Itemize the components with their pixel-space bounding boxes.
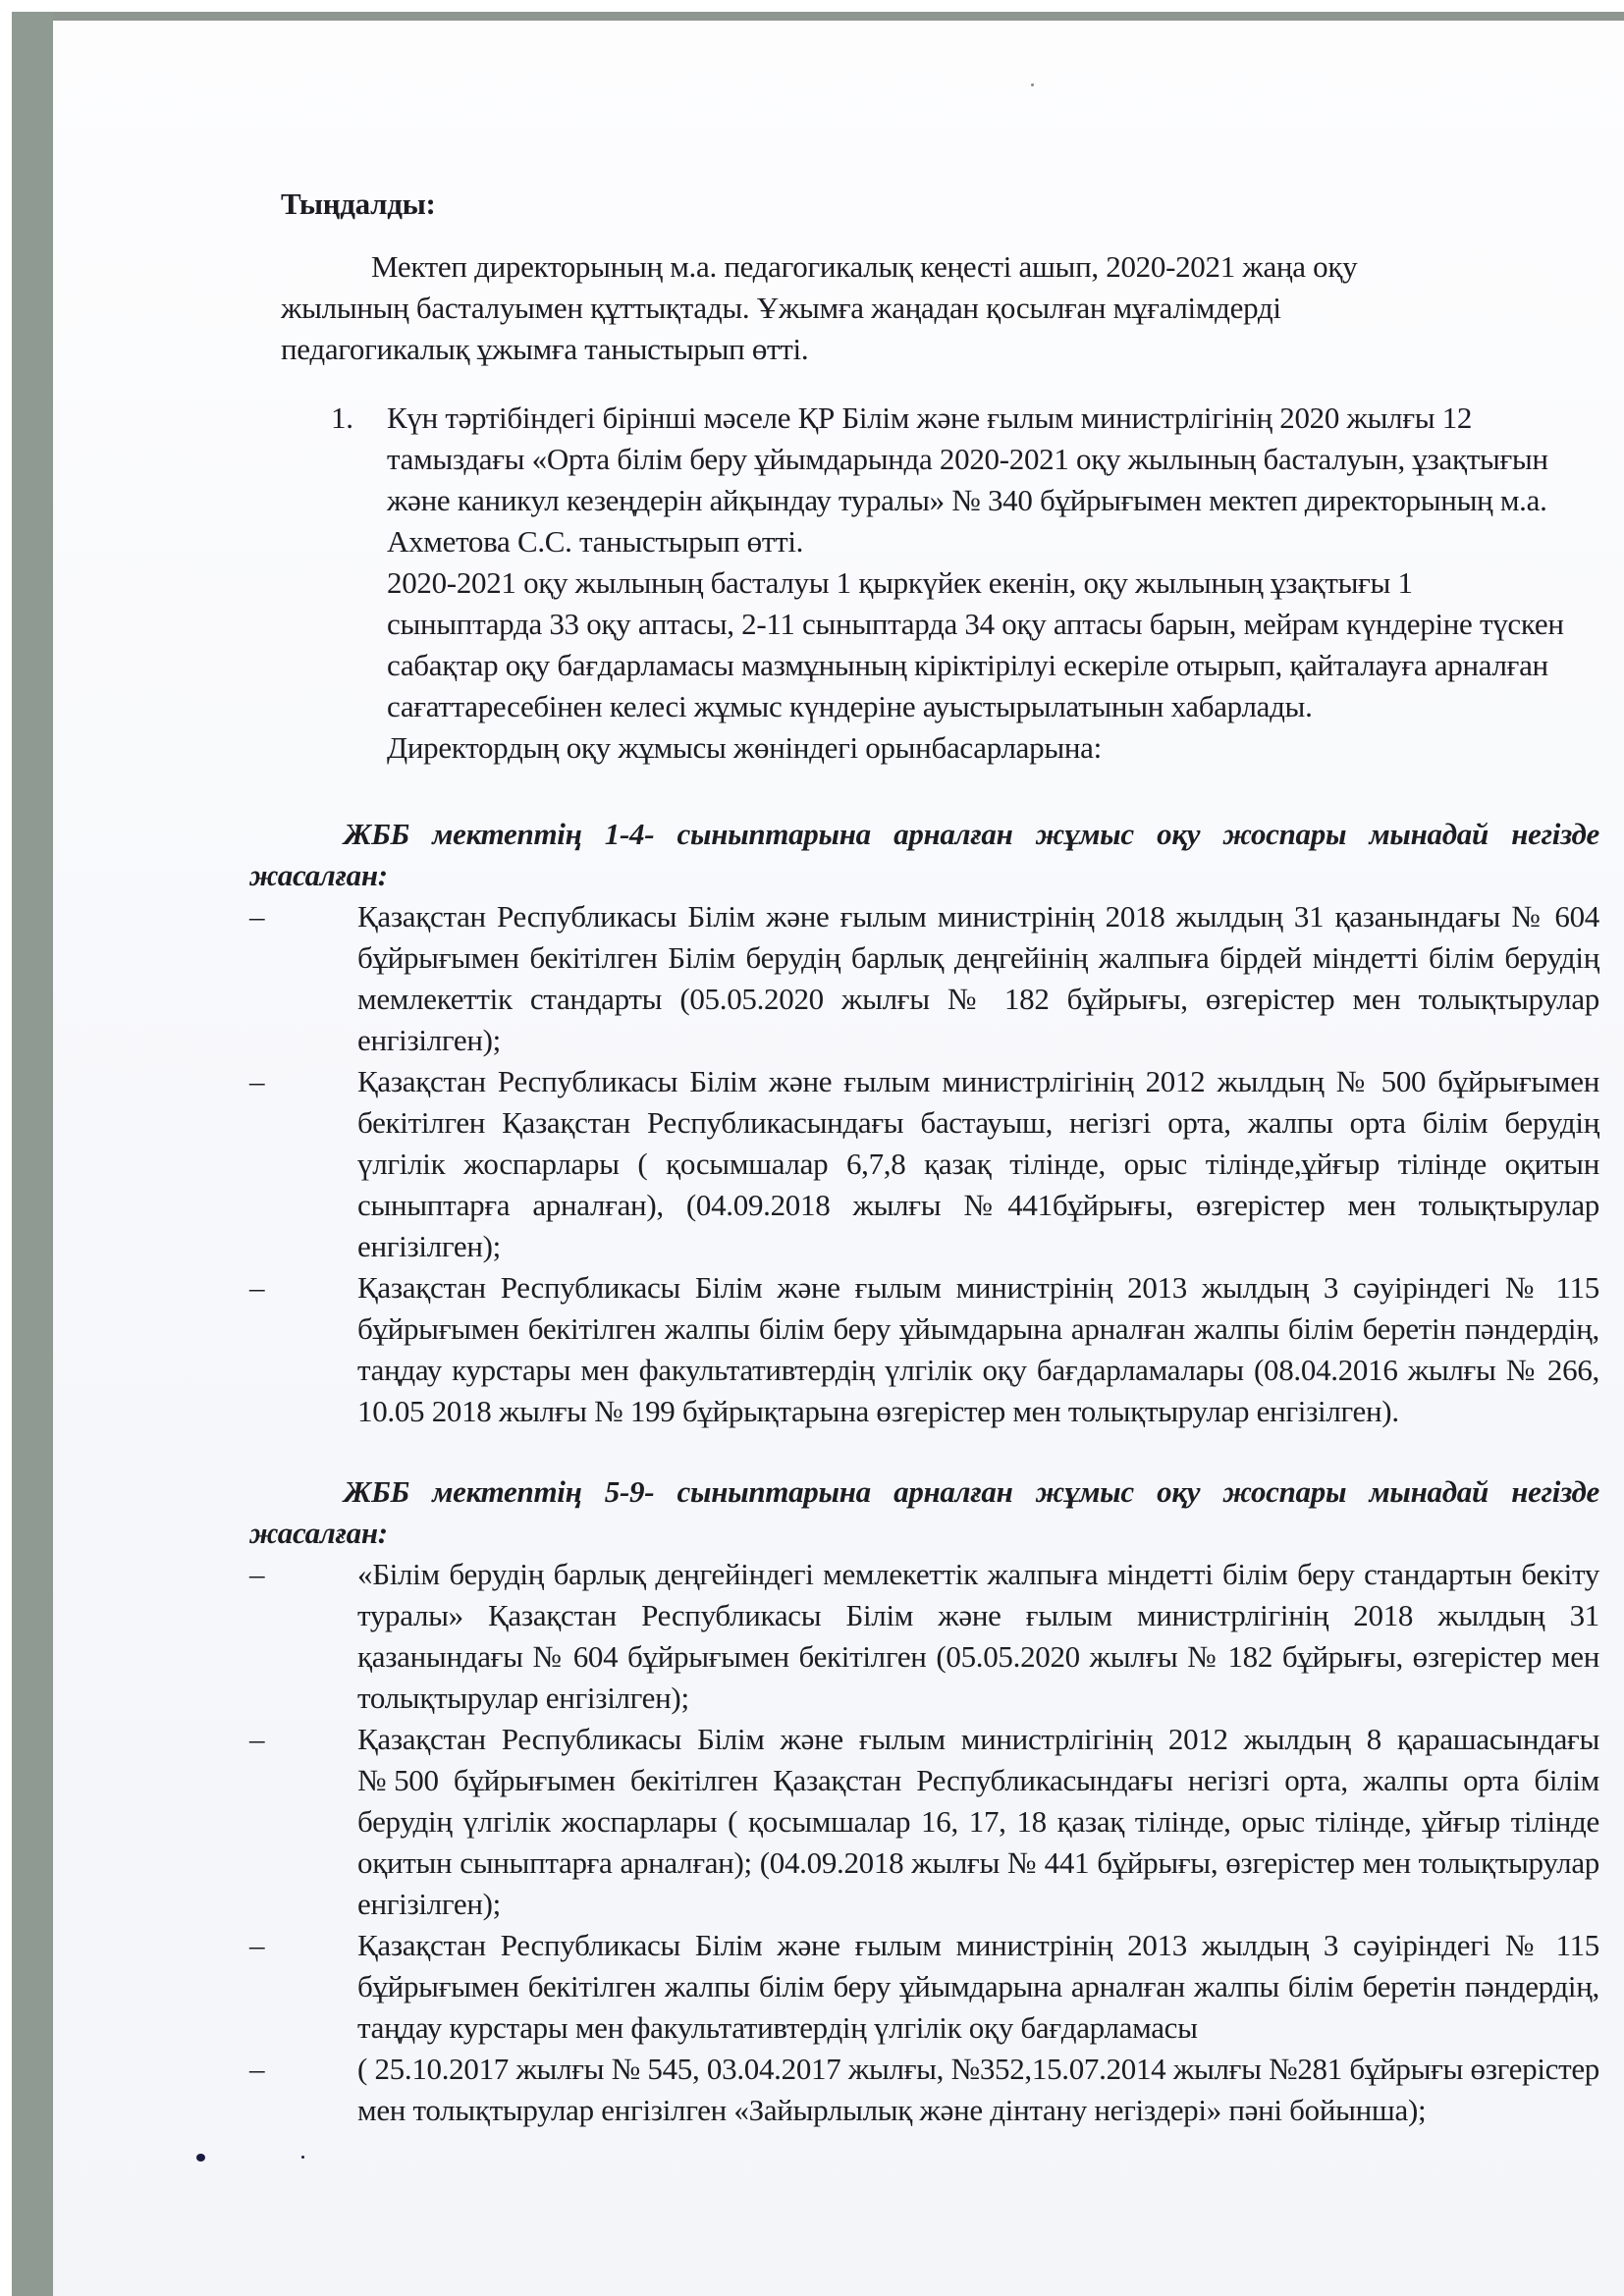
scanner-border-top [12, 12, 1624, 21]
list-item [249, 2049, 1599, 2131]
agenda-item-number: 1. [331, 400, 353, 435]
ink-speck [1031, 83, 1034, 86]
agenda-paragraph: 2020-2021 оқу жылының басталуы 1 қыркүйек екенін, оқу жылының ұзақтығы 1 сыныптарда 33 оқу аптасы, 2-11 сыныптарда 34 оқу аптасы барын, мейрам күндеріне түскен сабақтар оқу бағдарламасы мазмұнының кіріктірілуі ескеріле отырып, қайталауға арналған сағаттаресебінен келесі жұмыс күндеріне ауыстырылатынын хабарлады. [387, 565, 1564, 723]
list-item-text: Қазақстан Республикасы Білім және ғылым министрінің 2013 жылдың 3 сәуіріндегі № 115 бұйрығымен бекітілген жалпы білім беру ұйымдарына арналған жалпы білім беретін пәндердің, таңдау курстары мен факультативтердің үлгілік оқу бағдарламалары (08.04.2016 жылғы № 266, 10.05 2018 жылғы № 199 бұйрықтарына өзгерістер мен толықтырулар енгізілген). [357, 1270, 1599, 1428]
list-item-text: Қазақстан Республикасы Білім және ғылым министрінің 2018 жылдың 31 қазанындағы № 604 бұйрығымен бекітілген Білім берудің барлық деңгейінің жалпыға бірдей міндетті білім берудің мемлекеттік стандарты (05.05.2020 жылғы № 182 бұйрығы, өзгерістер мен толықтырулар енгізілген); [357, 899, 1599, 1057]
dash-bullet-icon: – [249, 1064, 265, 1098]
ink-speck [301, 2156, 304, 2159]
section-title: ЖББ мектептің 1-4- сыныптарына арналған жұмыс оқу жоспары мынадай негізде жасалған: [249, 817, 1599, 892]
scanner-border-left [12, 12, 53, 2296]
section-heading: Тыңдалды: [281, 187, 436, 221]
dash-bullet-icon: – [249, 1928, 265, 1962]
agenda-paragraph: Күн тәртібіндегі бірінші мәселе ҚР Білім және ғылым министрлігінің 2020 жылғы 12 тамыздағы «Орта білім беру ұйымдарында 2020-2021 оқу жылының басталуын, ұзақтығын және каникул кезеңдерін айқындау туралы» № 340 бұйрығымен мектеп директорының м.а. Ахметова С.С. таныстырып өтті. [387, 400, 1548, 559]
dash-bullet-icon: – [249, 899, 265, 934]
list-item [249, 1267, 1599, 1432]
dash-bullet-icon: – [249, 1722, 265, 1756]
list-item-text: Қазақстан Республикасы Білім және ғылым министрінің 2013 жылдың 3 сәуіріндегі № 115 бұйрығымен бекітілген жалпы білім беру ұйымдарына арналған жалпы білім беретін пәндердің, таңдау курстары мен факультативтердің үлгілік оқу бағдарламасы [357, 1928, 1599, 2045]
agenda-item-body [387, 398, 1575, 769]
list-item-text: ( 25.10.2017 жылғы № 545, 03.04.2017 жылғы, №352,15.07.2014 жылғы №281 бұйрығы өзгерістер мен толықтырулар енгізілген «Зайырлылық және дінтану негіздері» пәні бойынша); [357, 2052, 1599, 2127]
list-item [249, 1925, 1599, 2049]
basis-list [249, 1554, 1599, 2131]
agenda-paragraph: Директордың оқу жұмысы жөніндегі орынбасарларына: [387, 730, 1102, 765]
intro-paragraph: Мектеп директорының м.а. педагогикалық кеңесті ашып, 2020-2021 жаңа оқу жылының басталуымен құттықтады. Ұжымға жаңадан қосылған мұғалімдерді педагогикалық ұжымға таныстырып өтті. [281, 249, 1358, 366]
basis-list [249, 896, 1599, 1432]
list-item [249, 1061, 1599, 1267]
dash-bullet-icon: – [249, 2052, 265, 2086]
list-item-text: Қазақстан Республикасы Білім және ғылым министрлігінің 2012 жылдың 8 қарашасындағы №500 бұйрығымен бекітілген Қазақстан Республикасындағы негізгі орта, жалпы орта білім берудің үлгілік жоспарлары ( қосымшалар 16, 17, 18 қазақ тілінде, орыс тілінде, ұйғыр тілінде оқитын сыныптарға арналған); (04.09.2018 жылғы № 441 бұйрығы, өзгерістер мен толықтырулар енгізілген); [357, 1722, 1599, 1921]
section-grades-5-9 [249, 1471, 1599, 2131]
section-title: ЖББ мектептің 5-9- сыныптарына арналған жұмыс оқу жоспары мынадай негізде жасалған: [249, 1474, 1599, 1550]
list-item-text: Қазақстан Республикасы Білім және ғылым министрлігінің 2012 жылдың № 500 бұйрығымен бекітілген Қазақстан Республикасындағы бастауыш, негізгі орта, жалпы орта білім берудің үлгілік жоспарлары ( қосымшалар 6,7,8 қазақ тілінде, орыс тілінде,ұйғыр тілінде оқитын сыныптарға арналған), (04.09.2018 жылғы №441бұйрығы, өзгерістер мен толықтырулар енгізілген); [357, 1064, 1599, 1263]
list-item [249, 1554, 1599, 1719]
document-page [53, 21, 1624, 2296]
dash-bullet-icon: – [249, 1557, 265, 1591]
section-grades-1-4 [249, 814, 1599, 1432]
dash-bullet-icon: – [249, 1270, 265, 1305]
list-item-text: «Білім берудің барлық деңгейіндегі мемлекеттік жалпыға міндетті білім беру стандартын бекіту туралы» Қазақстан Республикасы Білім және ғылым министрлігінің 2018 жылдың 31 қазанындағы № 604 бұйрығымен бекітілген (05.05.2020 жылғы № 182 бұйрығы, өзгерістер мен толықтырулар енгізілген); [357, 1557, 1599, 1715]
list-item [249, 896, 1599, 1061]
list-item [249, 1719, 1599, 1925]
ink-speck [196, 2154, 205, 2162]
